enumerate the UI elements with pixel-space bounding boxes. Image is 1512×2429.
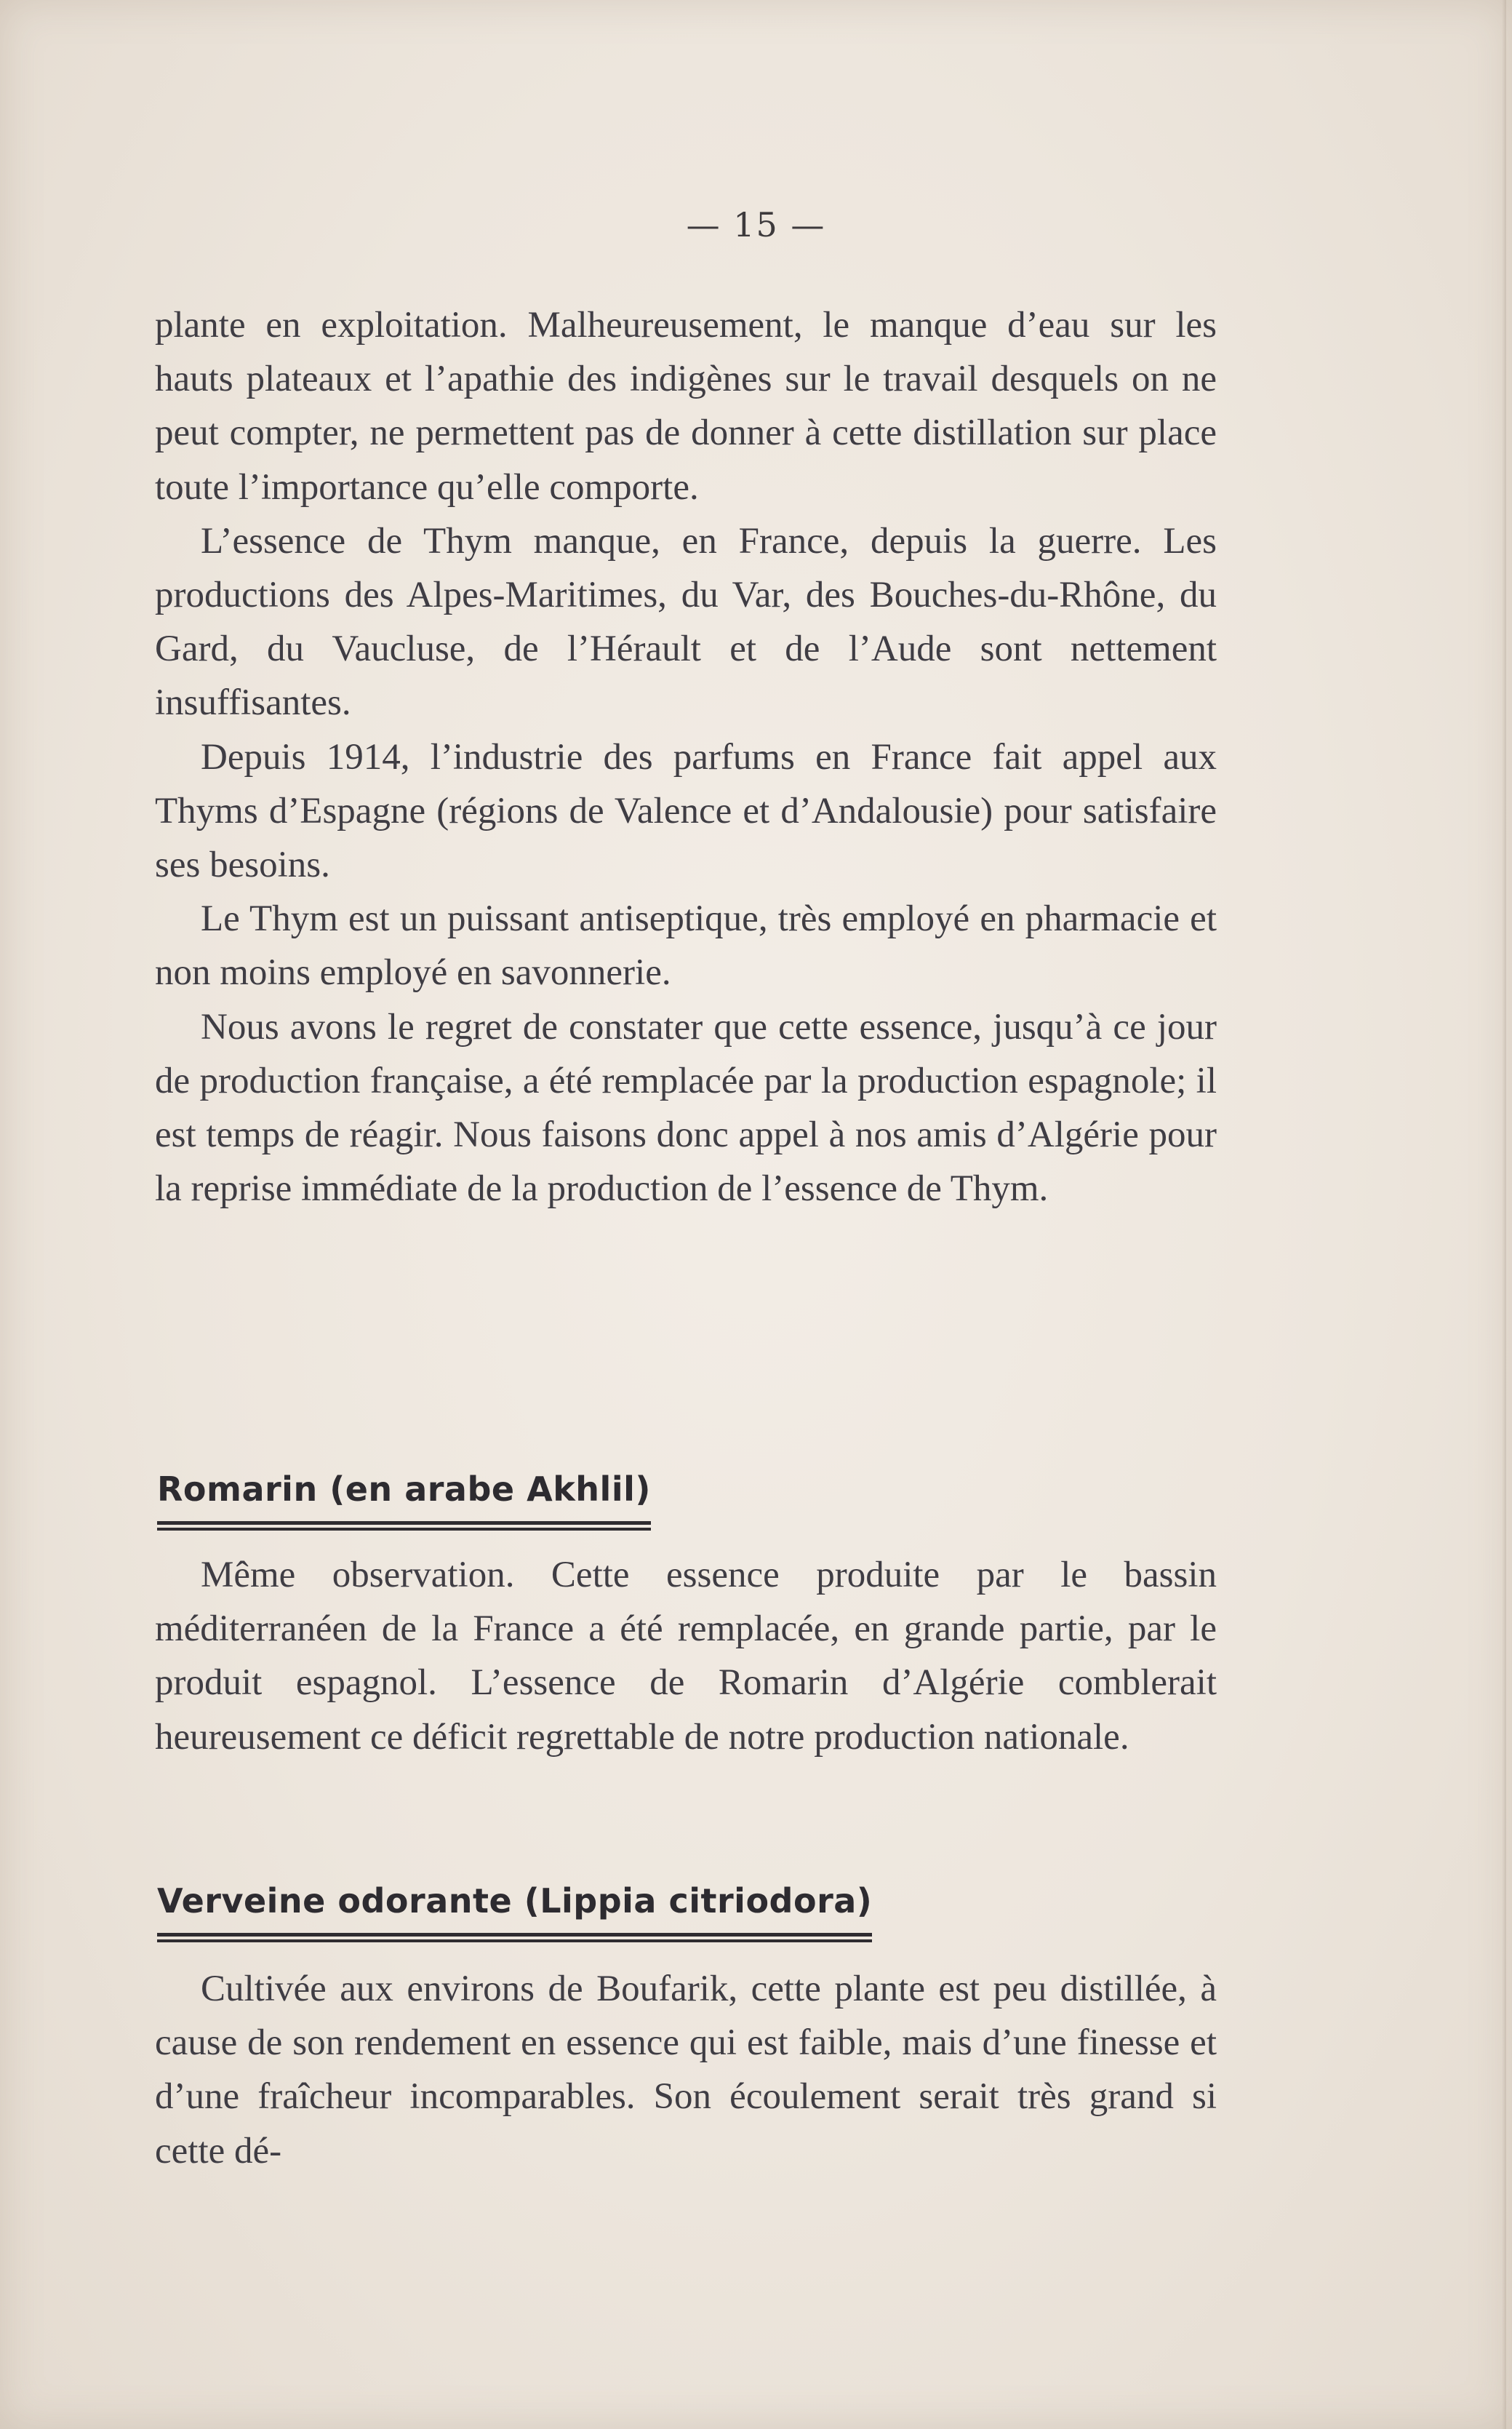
section-heading-text: Romarin (en arabe Akhlil) xyxy=(157,1469,651,1509)
heading-underline xyxy=(157,1933,872,1937)
paragraph: L’essence de Thym manque, en France, depuis la guerre. Les productions des Alpes-Maritimes, du Var, des Bouches-du-Rhône, du Gard, du Vaucluse, de l’Hérault et de l’Aude sont nettement insuffisantes. xyxy=(155,520,1217,724)
paragraph: Même observation. Cette essence produite par le bassin méditerranéen de la France a été remplacée, en grande partie, par le produit espagnol. L’essence de Romarin d’Algérie comblerait heureusement ce déficit regrettable de notre production nationale. xyxy=(155,1555,1217,1758)
page-number: — 15 — xyxy=(686,205,826,244)
paragraph: Nous avons le regret de constater que cette essence, jusqu’à ce jour de production française, a été remplacée par la production espagnole; il est temps de réagir. Nous faisons donc appel à nos amis d’Algérie pour la reprise immédiate de la production de l’essence de Thym. xyxy=(155,1006,1217,1210)
section-heading-romarin xyxy=(157,1469,651,1509)
heading-underline xyxy=(157,1521,651,1525)
section-heading-text: Verveine odorante (Lippia citriodora) xyxy=(157,1881,873,1921)
paragraph-continuation: plante en exploitation. Malheureusement, le manque d’eau sur les hauts plateaux et l’apathie des indigènes sur le travail desquels on ne peut compter, ne permettent pas de donner à cette distillation sur place toute l’importance qu’elle comporte. xyxy=(155,305,1217,508)
romarin-text-block xyxy=(155,1548,1217,1764)
paragraph: Cultivée aux environs de Boufarik, cette plante est peu distillée, à cause de son rendement en essence qui est faible, mais d’une finesse et d’une fraîcheur incomparables. Son écoulement serait très grand si cette dé- xyxy=(155,1969,1217,2171)
paragraph: Depuis 1914, l’industrie des parfums en France fait appel aux Thyms d’Espagne (régions de Valence et d’Andalousie) pour satisfaire ses besoins. xyxy=(155,736,1217,886)
thym-text-block xyxy=(155,298,1217,1216)
paragraph: Le Thym est un puissant antiseptique, très employé en pharmacie et non moins employé en savonnerie. xyxy=(155,898,1217,994)
verveine-text-block xyxy=(155,1962,1217,2178)
section-heading-verveine xyxy=(157,1881,872,1921)
